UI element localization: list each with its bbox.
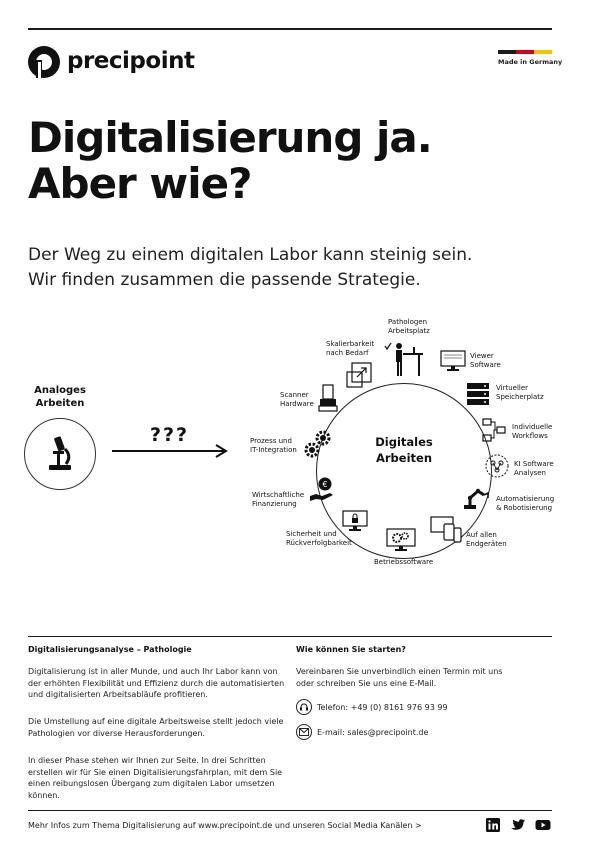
p1-line-3: und digitalisierten Arbeitsabläufe profitieren. — [28, 690, 208, 699]
label-skalierbarkeit-line-2: nach Bedarf — [326, 349, 369, 357]
workflow-icon — [482, 418, 506, 442]
label-pathologen-line-1: Pathologen — [388, 318, 428, 326]
analysis-paragraph-3 — [28, 755, 282, 801]
label-endgeraete-line-2: Endgeräten — [466, 540, 507, 548]
digital-label — [354, 434, 454, 466]
p1-line-2: der erhöhten Flexibilität und Effizienz durch die automatisierten — [28, 678, 285, 688]
label-workflows-line-1: Individuelle — [512, 423, 553, 431]
section-divider — [28, 636, 552, 637]
phone-text[interactable]: Telefon: +49 (0) 8161 976 93 99 — [317, 702, 448, 712]
start-line-1: Vereinbaren Sie unverbindlich einen Termin mit uns — [296, 667, 503, 676]
label-viewer-line-2: Software — [470, 361, 501, 369]
gears-icon — [302, 428, 334, 460]
title-line-2: Aber wie? — [28, 159, 252, 208]
label-sicherheit — [286, 530, 352, 548]
label-betrieb: Betriebssoftware — [374, 558, 434, 566]
robot-arm-icon — [462, 486, 490, 510]
footer-divider — [28, 810, 552, 811]
label-prozess — [250, 437, 297, 455]
email-text[interactable]: E-mail: sales@precipoint.de — [317, 727, 429, 737]
arrow-right-icon — [110, 442, 230, 460]
p3-line-3: einen reibungslosen Übergang zum digitalen Labor umsetzen — [28, 779, 275, 788]
ai-brain-icon — [484, 453, 510, 479]
server-icon — [466, 382, 490, 406]
label-automatisierung — [496, 495, 554, 513]
title-line-1: Digitalisierung ja. — [28, 113, 432, 162]
label-prozess-line-1: Prozess und — [250, 437, 292, 445]
youtube-icon[interactable] — [535, 818, 551, 832]
headset-icon — [296, 699, 312, 715]
label-ki — [514, 460, 554, 478]
euro-hand-icon — [308, 476, 336, 504]
mail-icon — [296, 724, 312, 740]
label-finanzierung-line-2: Finanzierung — [252, 500, 297, 508]
label-sicherheit-line-2: Rückverfolgbarkeit — [286, 539, 352, 547]
scale-icon — [346, 362, 372, 388]
germany-flag-icon — [498, 50, 552, 54]
label-scanner-line-2: Hardware — [280, 400, 314, 408]
analog-label — [18, 384, 102, 410]
subheadline — [28, 243, 472, 293]
analysis-paragraph-2 — [28, 716, 283, 739]
analog-label-line-1: Analoges — [34, 385, 86, 396]
label-skalierbarkeit-line-1: Skalierbarkeit — [326, 340, 375, 348]
label-ki-line-1: KI Software — [514, 460, 554, 468]
email-row[interactable] — [296, 724, 428, 740]
p2-line-1: Die Umstellung auf eine digitale Arbeitsweise stellt jedoch viele — [28, 717, 284, 726]
microscope-icon — [44, 434, 76, 474]
label-viewer — [470, 352, 501, 370]
digital-label-line-2: Arbeiten — [375, 451, 433, 465]
p2-line-2: Pathologien vor diverse Herausforderungen. — [28, 728, 206, 738]
brand-name: precipoint — [67, 48, 195, 74]
analysis-paragraph-1 — [28, 666, 284, 701]
lock-monitor-icon — [342, 510, 368, 532]
twitter-icon[interactable] — [510, 818, 526, 832]
label-workflows-line-2: Workflows — [512, 432, 548, 440]
analog-label-line-2: Arbeiten — [35, 398, 85, 409]
label-ki-line-2: Analysen — [514, 469, 546, 477]
p3-line-1: In dieser Phase stehen wir Ihnen zur Seite. In drei Schritten — [28, 756, 266, 765]
linkedin-icon[interactable] — [485, 818, 501, 832]
label-sicherheit-line-1: Sicherheit und — [286, 530, 337, 538]
digital-label-line-1: Digitales — [375, 435, 433, 449]
start-paragraph — [296, 666, 502, 689]
label-finanzierung-line-1: Wirtschaftliche — [252, 491, 305, 499]
label-pathologen — [388, 318, 430, 336]
monitor-icon — [440, 350, 466, 372]
label-finanzierung — [252, 491, 304, 509]
workstation-icon — [384, 340, 424, 378]
devices-icon — [430, 516, 462, 546]
label-pathologen-line-2: Arbeitsplatz — [388, 327, 430, 335]
label-viewer-line-1: Viewer — [470, 352, 494, 360]
p3-line-2: erstellen wir für Sie einen Digitalisierungsfahrplan, mit dem Sie — [28, 767, 283, 777]
precipoint-logo-icon — [28, 46, 60, 78]
start-line-2: oder schreiben Sie uns eine E-Mail. — [296, 678, 437, 688]
label-scanner — [280, 391, 314, 409]
label-workflows — [512, 423, 552, 441]
subheadline-line-2: Wir finden zusammen die passende Strategie. — [28, 270, 421, 290]
label-prozess-line-2: IT-Integration — [250, 446, 297, 454]
monitor-gears-icon — [386, 528, 416, 554]
label-automatisierung-line-1: Automatisierung — [496, 495, 555, 503]
p3-line-4: können. — [28, 790, 60, 800]
footer-link[interactable]: Mehr Infos zum Thema Digitalisierung auf www.precipoint.de und unseren Social Media Kanälen > — [28, 821, 422, 830]
page-title — [28, 115, 432, 207]
phone-row[interactable] — [296, 699, 448, 715]
top-divider — [28, 28, 552, 30]
p1-line-1: Digitalisierung ist in aller Munde, und auch Ihr Labor kann von — [28, 667, 278, 676]
label-speicher-line-1: Virtueller — [496, 384, 529, 392]
label-endgeraete — [466, 531, 507, 549]
start-heading: Wie können Sie starten? — [296, 645, 406, 654]
subheadline-line-1: Der Weg zu einem digitalen Labor kann steinig sein. — [28, 245, 473, 265]
label-automatisierung-line-2: & Robotisierung — [496, 504, 553, 512]
question-marks: ??? — [150, 424, 190, 446]
made-in-germany-label: Made in Germany — [498, 58, 563, 66]
label-skalierbarkeit — [326, 340, 374, 358]
svg-text:€: € — [322, 480, 328, 489]
label-speicher-line-2: Speicherplatz — [496, 393, 544, 401]
label-scanner-line-1: Scanner — [280, 391, 309, 399]
analysis-heading: Digitalisierungsanalyse – Pathologie — [28, 645, 192, 654]
label-speicher — [496, 384, 544, 402]
label-endgeraete-line-1: Auf allen — [466, 531, 497, 539]
scanner-icon — [318, 384, 338, 412]
